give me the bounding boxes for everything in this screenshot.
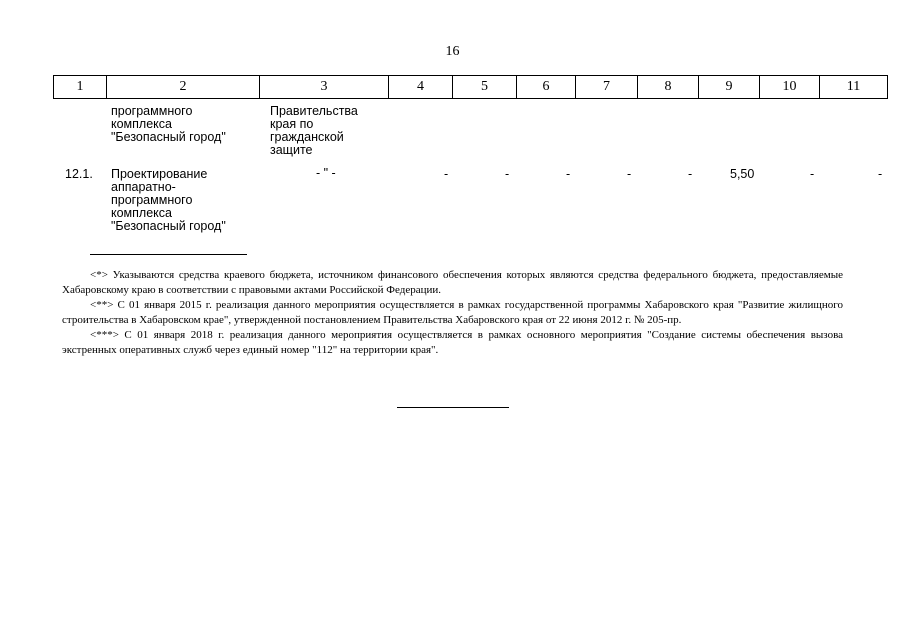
footnote-separator bbox=[90, 254, 247, 255]
footnotes bbox=[62, 268, 843, 358]
footnote-3: <***> С 01 января 2018 г. реализация данного мероприятия осуществляется в рамках основного мероприятия "Создание системы обеспечения вызова экстренных оперативных служб через единый номер "112" на территории края". bbox=[62, 329, 843, 356]
row-12-1-col9: 5,50 bbox=[730, 167, 755, 181]
column-header-4: 4 bbox=[389, 76, 453, 99]
column-header-8: 8 bbox=[638, 76, 699, 99]
column-header-6: 6 bbox=[517, 76, 576, 99]
row-12-1-col11: - bbox=[878, 167, 883, 181]
row-12-1-col6: - bbox=[566, 167, 571, 181]
column-header-1: 1 bbox=[54, 76, 107, 99]
column-header-2: 2 bbox=[107, 76, 260, 99]
row-12-1-col7: - bbox=[627, 167, 632, 181]
footnote-2: <**> С 01 января 2015 г. реализация данного мероприятия осуществляется в рамках государственной программы Хабаровского края "Развитие жилищного строительства в Хабаровском крае", утвержденной постановлением Правительства Хабаровского края от 22 июня 2012 г. № 205-пр. bbox=[62, 299, 843, 326]
column-header-9: 9 bbox=[699, 76, 760, 99]
footnote-1: <*> Указываются средства краевого бюджета, источником финансового обеспечения которых являются средства федерального бюджета, предоставляемые Хабаровскому краю в соответствии с правовыми актами Российской Федерации. bbox=[62, 269, 843, 296]
continuation-row-name: программного комплекса "Безопасный город" bbox=[111, 104, 226, 144]
row-12-1-number: 12.1. bbox=[65, 167, 93, 181]
page-number: 16 bbox=[445, 44, 460, 59]
column-header-5: 5 bbox=[453, 76, 517, 99]
column-header-3: 3 bbox=[260, 76, 389, 99]
continuation-row-executor: Правительства края по гражданской защите bbox=[270, 104, 358, 157]
column-header-11: 11 bbox=[820, 76, 888, 99]
row-12-1-executor: - " - bbox=[316, 166, 336, 180]
end-separator bbox=[397, 407, 509, 408]
column-header-10: 10 bbox=[760, 76, 820, 99]
row-12-1-name: Проектирование аппаратно- программного комплекса "Безопасный город" bbox=[111, 167, 226, 233]
column-header-7: 7 bbox=[576, 76, 638, 99]
row-12-1-col10: - bbox=[810, 167, 815, 181]
row-12-1-col4: - bbox=[444, 167, 449, 181]
column-number-header bbox=[53, 75, 888, 99]
row-12-1-col5: - bbox=[505, 167, 510, 181]
row-12-1-col8: - bbox=[688, 167, 693, 181]
